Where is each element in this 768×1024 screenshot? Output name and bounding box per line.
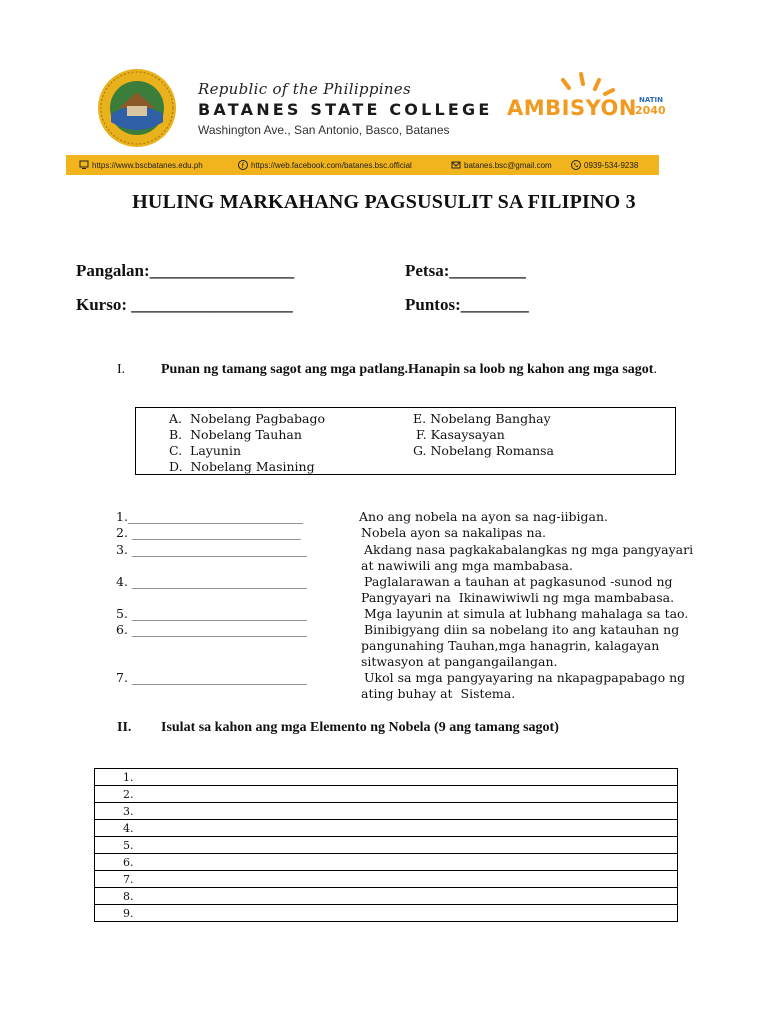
section-1-instruction [161,362,671,377]
name-field[interactable]: Pangalan:_________________ [76,261,295,280]
row-number[interactable]: 8. [95,888,678,905]
email-icon [451,160,461,170]
college-name: BATANES STATE COLLEGE [198,100,493,119]
table-row[interactable] [95,786,678,803]
question-5-blank[interactable]: 5. ____________________________ [116,606,307,621]
row-number[interactable]: 4. [95,820,678,837]
table-row[interactable] [95,854,678,871]
choice-d: D. Nobelang Masining [169,459,315,474]
section-1-instruction-text: Punan ng tamang sagot ang mga patlang.Hanapin sa loob ng kahon ang mga sagot [161,362,654,377]
table-row[interactable] [95,820,678,837]
question-6-blank[interactable]: 6. ____________________________ [116,622,307,637]
table-row[interactable] [95,803,678,820]
table-row[interactable] [95,888,678,905]
row-number[interactable]: 3. [95,803,678,820]
section-1-numeral: I. [117,362,126,377]
ambisyon-word: AMBISYON [507,96,637,120]
facebook-text: https://web.facebook.com/batanes.bsc.official [251,160,412,170]
elements-table [94,768,678,922]
question-3-text-line2: at nawiwili ang mga mambabasa. [361,558,573,573]
question-2-blank[interactable]: 2. ___________________________ [116,525,301,540]
row-number[interactable]: 9. [95,905,678,922]
row-number[interactable]: 7. [95,871,678,888]
phone-contact[interactable] [571,160,638,170]
facebook-contact[interactable] [238,160,412,170]
phone-text: 0939-534-9238 [584,160,639,170]
course-field[interactable]: Kurso: ___________________ [76,295,293,314]
question-1-text: Ano ang nobela na ayon sa nag-iibigan. [359,509,609,524]
question-4-text: Paglalarawan a tauhan at pagkasunod -sunod ng [360,574,673,589]
question-6-text-line2: pangunahing Tauhan,mga hanagrin, kalagayan [361,638,660,653]
date-field[interactable]: Petsa:_________ [405,261,526,280]
email-contact[interactable] [451,160,552,170]
computer-icon [79,160,89,170]
contact-bar [66,155,659,175]
question-1-blank[interactable]: 1.____________________________ [116,509,303,524]
choice-c: C. Layunin [169,443,242,458]
question-3-blank[interactable]: 3. ____________________________ [116,542,307,557]
row-number[interactable]: 6. [95,854,678,871]
ambisyon-natin: NATIN [639,96,663,104]
question-5-text: Mga layunin at simula at lubhang mahalaga sa tao. [360,606,689,621]
college-address: Washington Ave., San Antonio, Basco, Batanes [198,123,450,137]
question-4-text-line2: Pangyayari na Ikinawiwiwli ng mga mambabasa. [361,590,675,605]
section-2-numeral: II. [117,720,132,735]
website-contact[interactable] [79,160,203,170]
choice-b: B. Nobelang Tauhan [169,427,302,442]
svg-text:f: f [241,162,245,170]
question-6-text-line3: sitwasyon at pangangailangan. [361,654,558,669]
score-field[interactable]: Puntos:________ [405,295,529,314]
ambisyon-year: 2040 [635,104,666,117]
choice-a: A. Nobelang Pagbabago [169,411,326,426]
section-2-instruction: Isulat sa kahon ang mga Elemento ng Nobela (9 ang tamang sagot) [161,720,559,735]
row-number[interactable]: 1. [95,769,678,786]
website-text: https://www.bscbatanes.edu.ph [92,160,203,170]
question-2-text: Nobela ayon sa nakalipas na. [361,525,547,540]
republic-heading: Republic of the Philippines [198,80,411,98]
row-number[interactable]: 2. [95,786,678,803]
question-7-text: Ukol sa mga pangyayaring na nkapagpapabago ng [360,670,686,685]
facebook-icon [238,160,248,170]
section-1-instruction-end: . [653,362,657,377]
ambisyon-logo [505,70,665,132]
choices-box [135,407,676,475]
exam-title: HULING MARKAHANG PAGSUSULIT SA FILIPINO 3 [132,191,636,213]
question-6-text: Binibigyang diin sa nobelang ito ang katauhan ng [360,622,680,637]
table-row[interactable] [95,769,678,786]
table-row[interactable] [95,837,678,854]
college-seal-logo [97,68,177,148]
question-4-blank[interactable]: 4. ____________________________ [116,574,307,589]
email-text: batanes.bsc@gmail.com [464,160,552,170]
choice-e: E. Nobelang Banghay [413,411,551,426]
choice-f: F. Kasaysayan [416,427,505,442]
table-row[interactable] [95,871,678,888]
question-7-blank[interactable]: 7. ____________________________ [116,670,307,685]
phone-icon [571,160,581,170]
row-number[interactable]: 5. [95,837,678,854]
question-3-text: Akdang nasa pagkakabalangkas ng mga pangyayari [360,542,694,557]
question-7-text-line2: ating buhay at Sistema. [361,686,516,701]
table-row[interactable] [95,905,678,922]
choice-g: G. Nobelang Romansa [413,443,554,458]
